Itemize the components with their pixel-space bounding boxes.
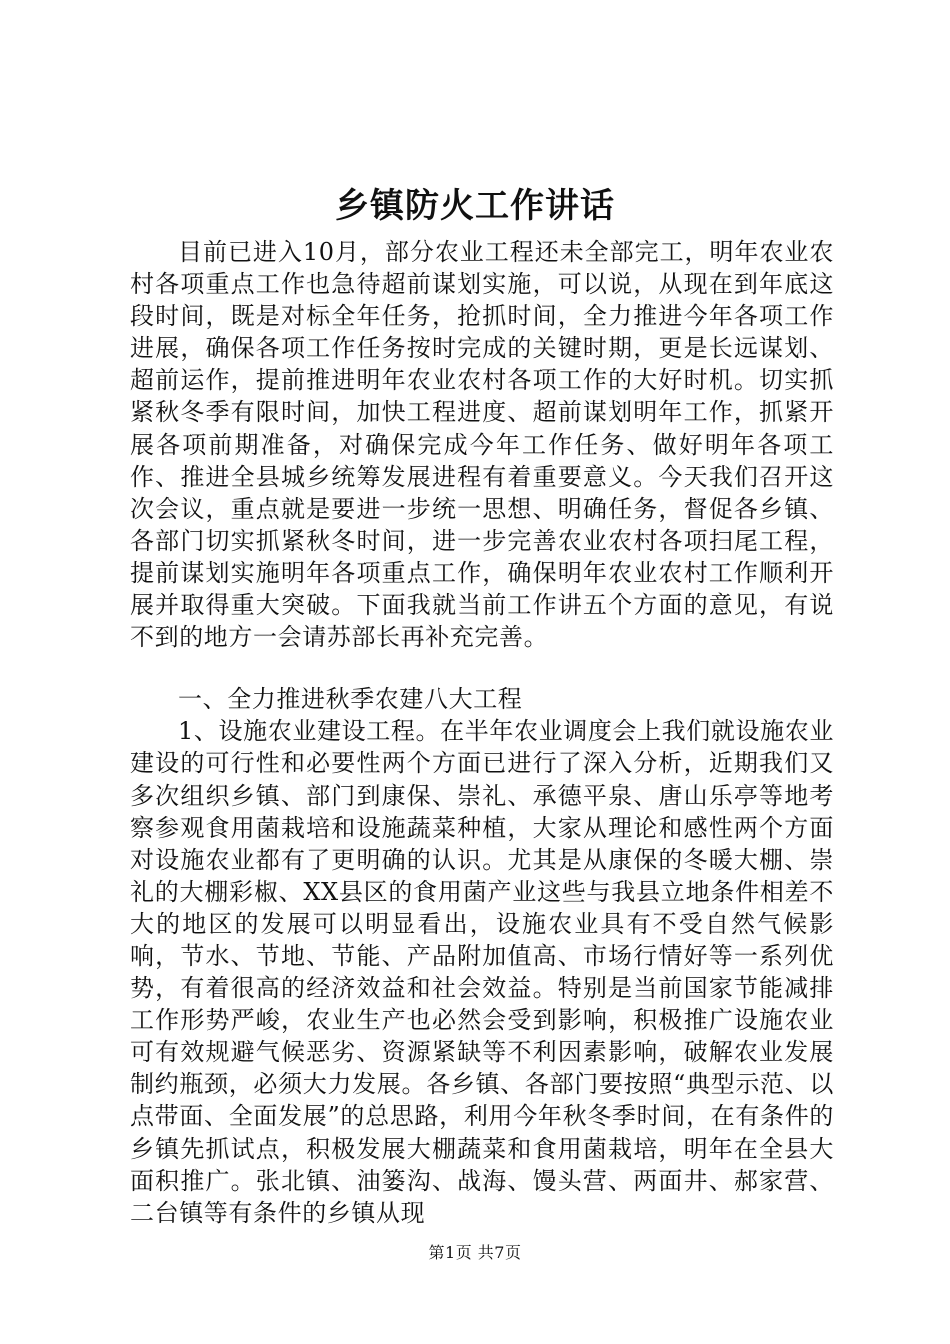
document-title: 乡镇防火工作讲话 <box>335 186 615 226</box>
document-body <box>130 236 834 1229</box>
page-footer: 第1页 共7页 <box>428 1243 522 1262</box>
paragraph-intro: 目前已进入10月，部分农业工程还未全部完工，明年农业农村各项重点工作也急待超前谋划实施，可以说，从现在到年底这段时间，既是对标全年任务，抢抓时间，全力推进今年各项工作进展，确保各项工作任务按时完成的关键时期，更是长远谋划、超前运作，提前推进明年农业农村各项工作的大好时机。切实抓紧秋冬季有限时间，加快工程进度、超前谋划明年工作，抓紧开展各项前期准备，对确保完成今年工作任务、做好明年各项工作、推进全县城乡统筹发展进程有着重要意义。今天我们召开这次会议，重点就是要进一步统一思想、明确任务，督促各乡镇、各部门切实抓紧秋冬时间，进一步完善农业农村各项扫尾工程，提前谋划实施明年各项重点工作，确保明年农业农村工作顺利开展并取得重大突破。下面我就当前工作讲五个方面的意见，有说不到的地方一会请苏部长再补充完善。 <box>130 238 834 652</box>
paragraph-facility-agriculture: 1、设施农业建设工程。在半年农业调度会上我们就设施农业建设的可行性和必要性两个方面已进行了深入分析，近期我们又多次组织乡镇、部门到康保、崇礼、承德平泉、唐山乐亭等地考察参观食用菌栽培和设施蔬菜种植，大家从理论和感性两个方面对设施农业都有了更明确的认识。尤其是从康保的冬暖大棚、崇礼的大棚彩椒、XX县区的食用菌产业这些与我县立地条件相差不大的地区的发展可以明显看出，设施农业具有不受自然气候影响，节水、节地、节能、产品附加值高、市场行情好等一系列优势，有着很高的经济效益和社会效益。特别是当前国家节能减排工作形势严峻，农业生产也必然会受到影响，积极推广设施农业可有效规避气候恶劣、资源紧缺等不利因素影响，破解农业发展制约瓶颈，必须大力发展。各乡镇、各部门要按照“典型示范、以点带面、全面发展”的总思路，利用今年秋冬季时间，在有条件的乡镇先抓试点，积极发展大棚蔬菜和食用菌栽培，明年在全县大面积推广。张北镇、油篓沟、战海、馒头营、两面井、郝家营、二台镇等有条件的乡镇从现 <box>130 717 834 1227</box>
paragraph-gap <box>130 653 834 683</box>
section-heading: 一、全力推进秋季农建八大工程 <box>178 685 523 714</box>
